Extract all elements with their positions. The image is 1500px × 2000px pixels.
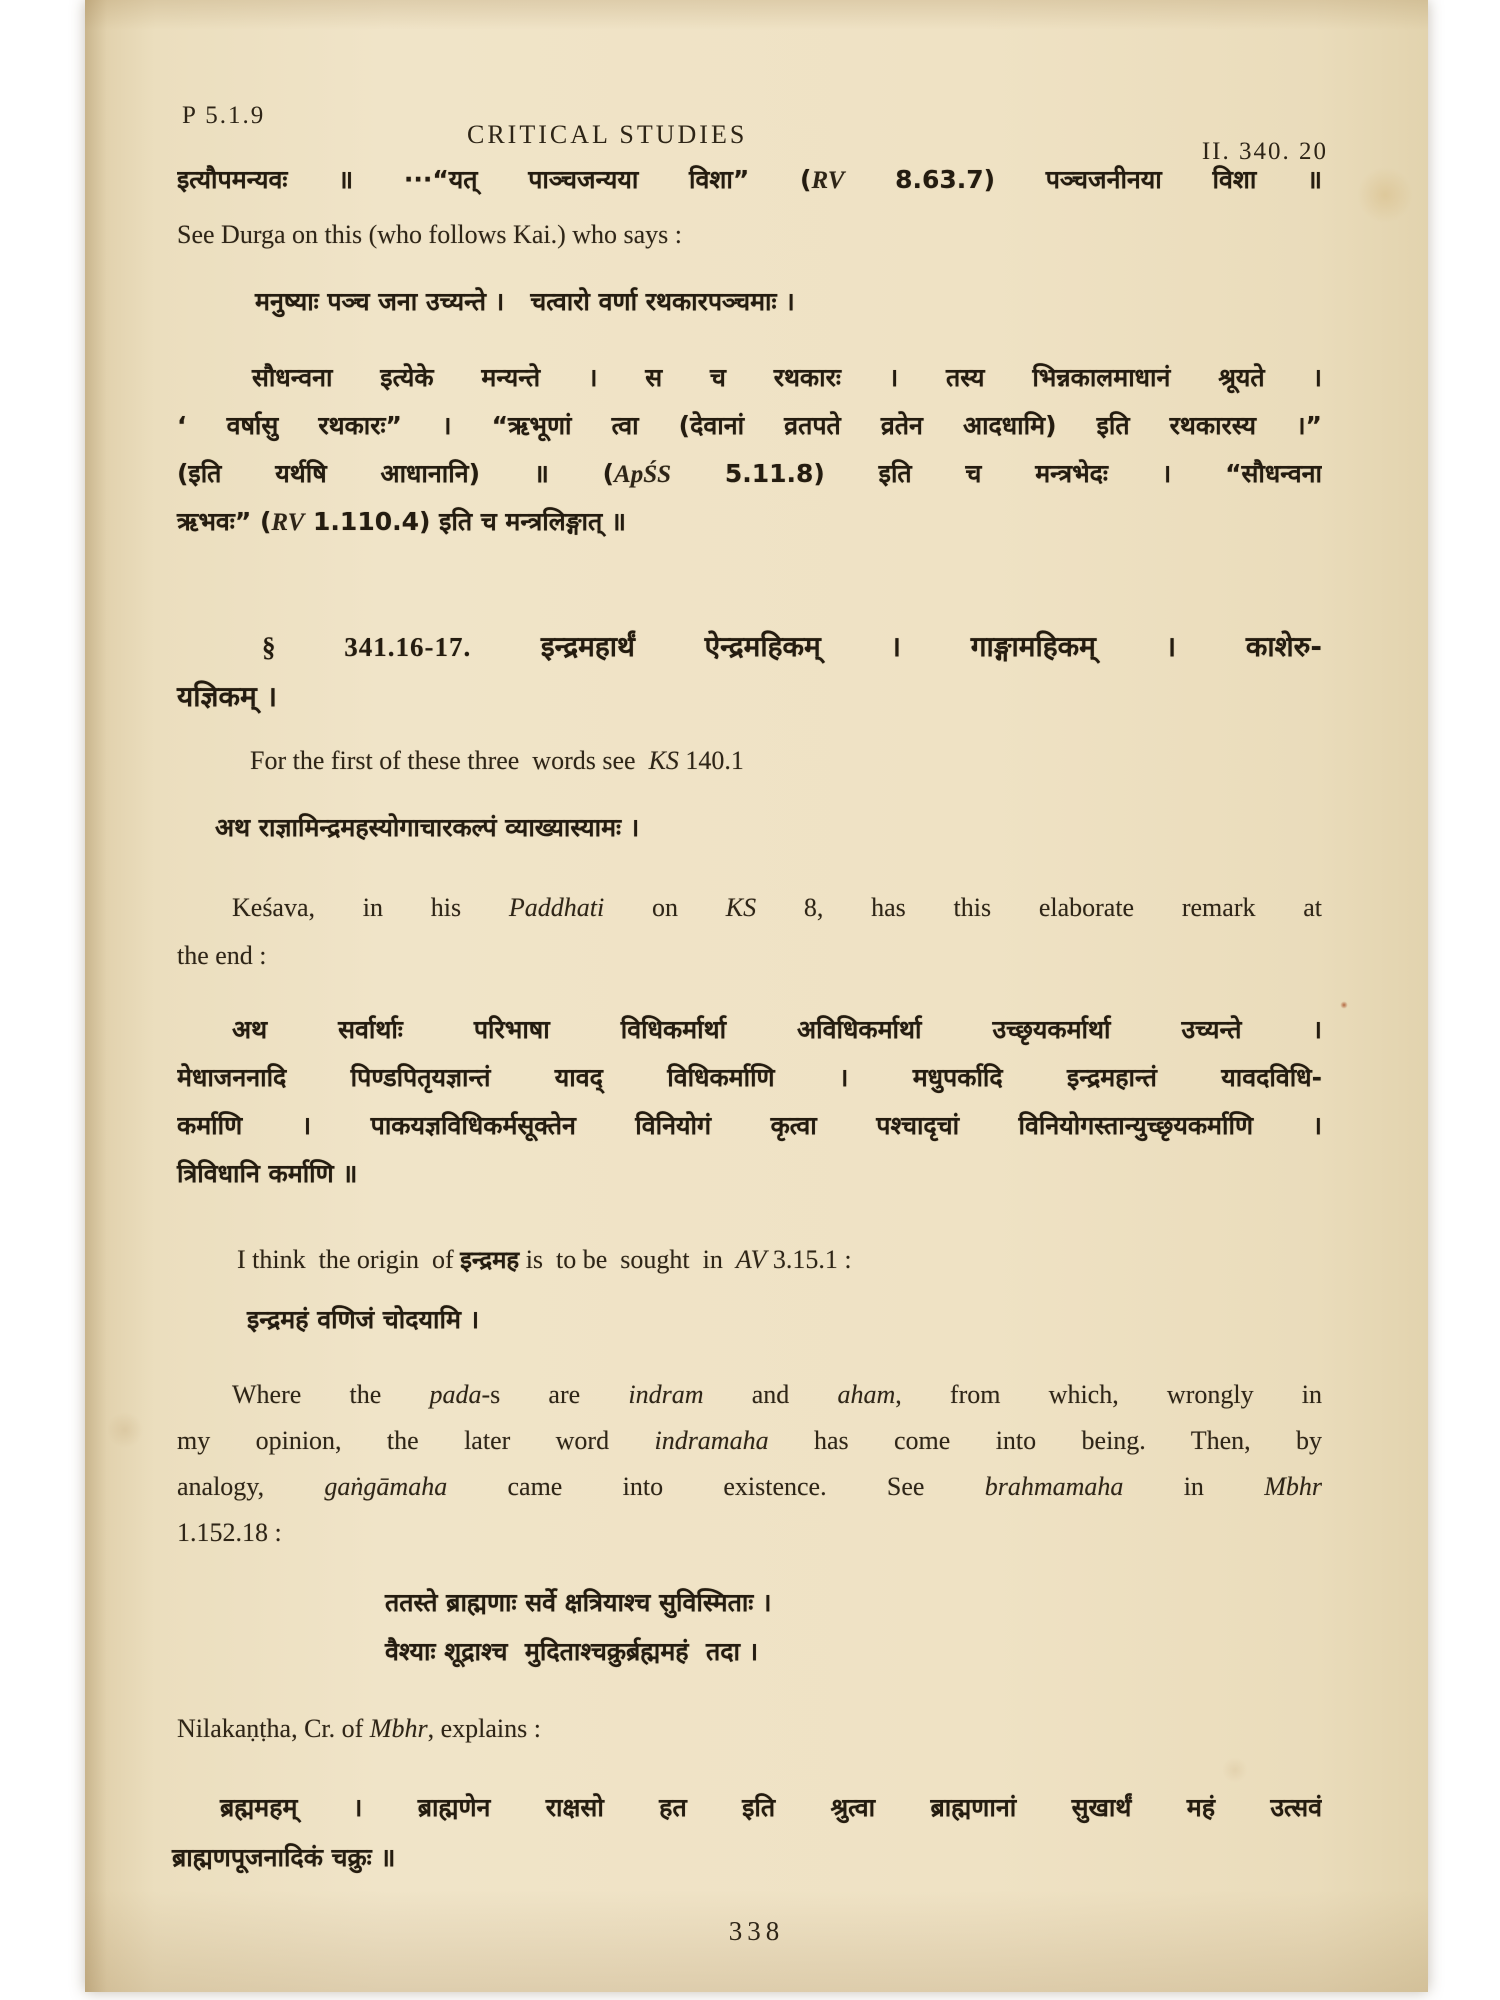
apss-ref-italic: ApŚS [614,461,672,488]
origin-text-2: is to be sought in [519,1245,736,1274]
header-left-ref: P 5.1.9 [182,102,266,129]
manusyah-verse-line: मनुष्याः पञ्च जना उच्यन्ते । चत्वारो वर्णा रथकारपञ्चमाः । [255,287,795,316]
section-number: § 341.16-17. [262,632,472,662]
kesava-text-3: 8, has this elaborate remark at [756,893,1322,922]
pada-1-text-1: Where the [232,1380,430,1409]
kesava-line-1 [177,893,1322,939]
pada-2-text-2: has come into being. Then, by [768,1426,1322,1455]
kesava-text-1: Keśava, in his [232,893,509,922]
pada-3-text-2: came into existence. See [447,1472,985,1501]
kesava-line-2: the end : [177,941,267,970]
origin-text-1: I think the origin of [237,1245,461,1274]
section-heading-deva: इन्द्रमहार्थं ऐन्द्रमहिकम् । गाङ्गामहिकम् । काशेरु- [471,630,1322,663]
for-first-line [250,746,744,776]
indramaha-deva-inline: इन्द्रमह [460,1246,520,1274]
section-heading-line-2: यज्ञिकम् । [177,680,278,713]
page-header [85,84,1428,165]
mbhr-ref-italic: Mbhr [1264,1472,1322,1501]
devanagari-line-opening [177,162,1322,208]
rv-ref-2-italic: RV [271,509,305,536]
paddhati-italic: Paddhati [508,893,605,922]
pada-line-1 [177,1380,1322,1426]
pada-1-text-3: and [703,1380,838,1409]
brahmamaha-italic: brahmamaha [984,1472,1124,1501]
rv-ref-italic: RV [811,167,845,194]
pada-italic: pada [429,1380,482,1409]
saudhanvana-line-2: ‘ वर्षासु रथकारः” । “ऋभूणां त्वा (देवानां व्रतपते व्रतेन आदधामि) इति रथकारस्य ।” [177,411,1322,440]
brahmamaham-line-1: ब्रह्ममहम् । ब्राह्मणेन राक्षसो हत इति श्रुत्वा ब्राह्मणानां सुखार्थं महं उत्सवं [220,1793,1322,1822]
section-heading-line-1 [177,627,1322,677]
pada-1-text-2: -s are [481,1380,629,1409]
mbhr-verse-line-1: ततस्ते ब्राह्मणाः सर्वे क्षत्रियाश्च सुविस्मिताः । [385,1588,772,1617]
paribhasa-line-3: कर्माणि । पाकयज्ञविधिकर्मसूक्तेन विनियोगं कृत्वा पश्चादृचां विनियोगस्तान्युच्छृयकर्माणि । [177,1111,1322,1140]
page-number: 338 [728,1916,785,1946]
header-right-ref: II. 340. 20 [1201,138,1328,165]
pada-3-text-1: analogy, [177,1472,325,1501]
ks-ref-italic: KS [648,746,679,775]
pada-2-text-1: my opinion, the later word [177,1426,655,1455]
pada-line-4: 1.152.18 : [177,1518,282,1547]
saudhanvana-line-4 [177,504,626,538]
saudhanvana-4-text: ऋभवः” ( [177,507,272,536]
ks-ref-2-italic: KS [725,893,757,922]
for-first-text-end: 140.1 [678,746,744,775]
nilakantha-text-2: , explains : [427,1714,541,1743]
pada-1-text-4: , from which, wrongly in [895,1380,1322,1409]
mbhr-verse-line-2: वैश्याः शूद्राश्च मुदिताश्चक्रुर्ब्रह्ममहं तदा । [385,1637,759,1666]
book-page [85,0,1428,1992]
kesava-text-2: on [604,893,726,922]
saudhanvana-line-1: सौधन्वना इत्येके मन्यन्ते । स च रथकारः । तस्य भिन्नकालमाधानं श्रूयते । [252,363,1322,392]
paribhasa-line-2: मेधाजननादि पिण्डपितृयज्ञान्तं यावद् विधिकर्माणि । मधुपर्कादि इन्द्रमहान्तं यावदविधि- [177,1063,1322,1092]
origin-line [237,1243,852,1276]
saudhanvana-3-text-end: 5.11.8) इति च मन्त्रभेदः । “सौधन्वना [671,459,1322,488]
see-durga-line: See Durga on this (who follows Kai.) who says : [177,220,683,249]
for-first-text: For the first of these three words see [250,746,649,775]
paribhasa-line-1: अथ सर्वार्थाः परिभाषा विधिकर्मार्था अविधिकर्मार्था उच्छृयकर्मार्था उच्यन्ते । [232,1015,1322,1044]
saudhanvana-line-3 [177,456,1322,502]
aham-italic: aham [837,1380,896,1409]
indramaha-italic: indramaha [654,1426,769,1455]
nilakantha-line [177,1714,541,1744]
paribhasa-line-4: त्रिविधानि कर्माणि ॥ [177,1159,358,1188]
brahmamaham-line-2: ब्राह्मणपूजनादिकं चक्रुः ॥ [172,1843,396,1872]
av-ref-italic: AV [735,1245,767,1274]
opening-text-end: 8.63.7) पञ्चजनीनया विशा ॥ [844,165,1322,194]
mbhr-ref-2-italic: Mbhr [369,1714,428,1743]
saudhanvana-4-text-end: 1.110.4) इति च मन्त्रलिङ्गात् ॥ [304,507,626,536]
page-title: CRITICAL STUDIES [467,120,748,149]
nilakantha-text-1: Nilakaṇṭha, Cr. of [177,1714,370,1743]
saudhanvana-3-text: (इति यर्थषि आधानानि) ॥ ( [177,459,615,488]
atha-rajna-line: अथ राज्ञामिन्द्रमहस्योगाचारकल्पं व्याख्यास्यामः । [215,813,640,842]
opening-text: इत्यौपमन्यवः ॥ ···“यत् पाञ्चजन्यया विशा” ( [177,165,812,194]
pada-line-3 [177,1472,1322,1518]
indram-italic: indram [628,1380,704,1409]
pada-3-text-3: in [1123,1472,1265,1501]
indramaham-quote-line: इन्द्रमहं वणिजं चोदयामि । [247,1305,480,1334]
origin-text-3: 3.15.1 : [766,1245,852,1274]
gangamaha-italic: gaṅgāmaha [324,1472,448,1501]
pada-line-2 [177,1426,1322,1472]
